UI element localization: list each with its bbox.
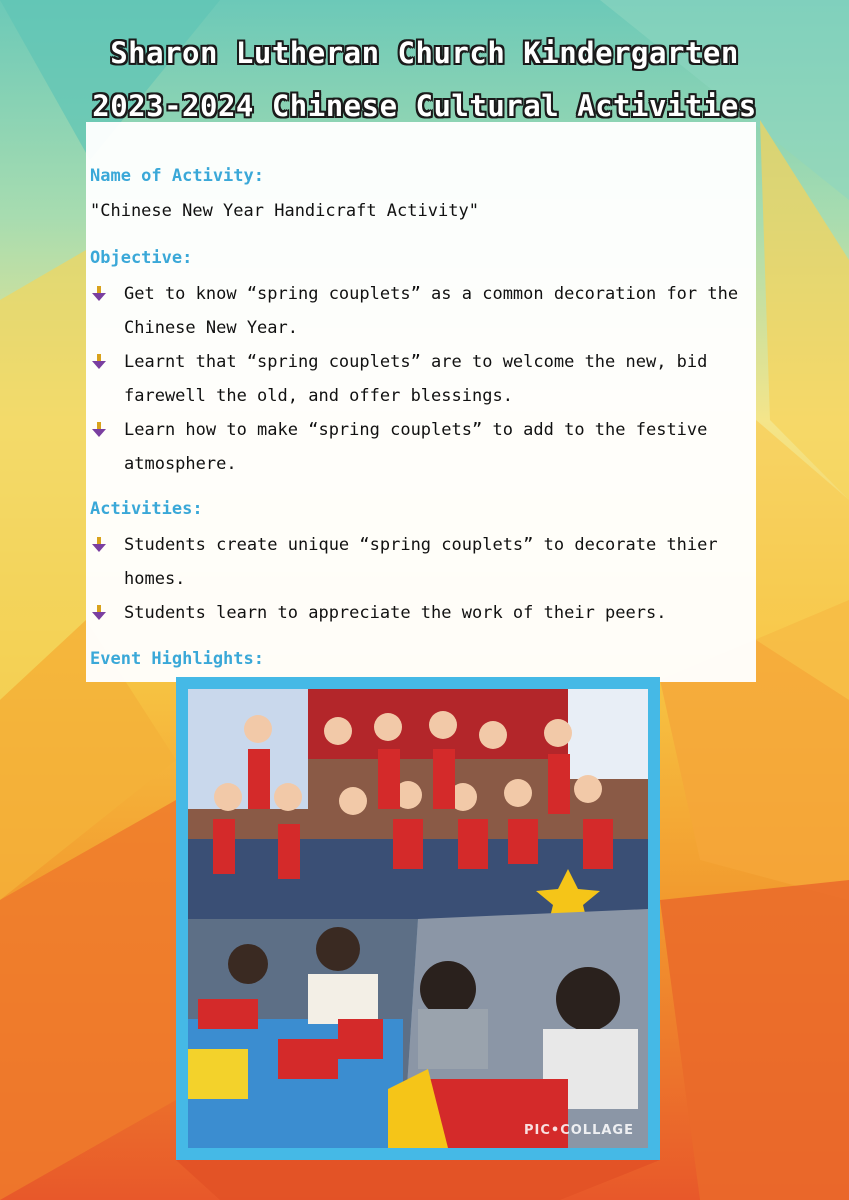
objective-heading: Objective: — [90, 248, 193, 268]
objective-item: Get to know “spring couplets” as a common decoration for the Chinese New Year. — [90, 277, 752, 345]
photo-collage — [188, 689, 648, 1148]
page-title-line2: 2023-2024 Chinese Cultural Activities — [92, 89, 757, 123]
photo-watermark: PIC•COLLAGE — [524, 1123, 634, 1138]
down-arrow-icon — [90, 528, 108, 562]
down-arrow-icon — [90, 596, 108, 630]
collage-image — [188, 689, 648, 1148]
down-arrow-icon — [90, 345, 108, 379]
activities-item: Students create unique “spring couplets” to decorate thier homes. — [90, 528, 752, 596]
activity-name: "Chinese New Year Handicraft Activity" — [90, 201, 479, 221]
event-highlights-heading: Event Highlights: — [90, 649, 264, 669]
down-arrow-icon — [90, 413, 108, 447]
activities-heading: Activities: — [90, 499, 203, 519]
photo-collage-frame — [176, 677, 660, 1160]
name-of-activity-heading: Name of Activity: — [90, 166, 264, 186]
down-arrow-icon — [90, 277, 108, 311]
page-title-line1: Sharon Lutheran Church Kindergarten — [110, 36, 739, 70]
objective-item: Learn how to make “spring couplets” to add to the festive atmosphere. — [90, 413, 752, 481]
activities-item: Students learn to appreciate the work of their peers. — [90, 596, 752, 630]
objective-item: Learnt that “spring couplets” are to welcome the new, bid farewell the old, and offer blessings. — [90, 345, 752, 413]
